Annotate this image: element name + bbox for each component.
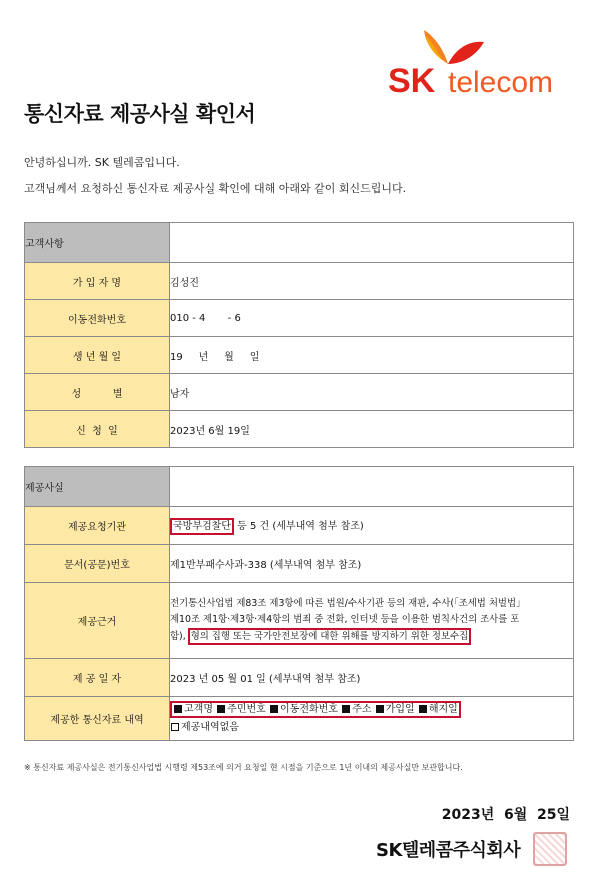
label-legal-basis: 제공근거 — [25, 583, 170, 659]
logo-sk-text: SK — [388, 62, 436, 100]
item-customer-name: 고객명 — [184, 703, 213, 715]
provision-table — [24, 466, 574, 741]
label-mobile-number: 이동전화번호 — [25, 300, 170, 337]
checked-box-icon — [174, 705, 182, 713]
value-application-date: 2023년 6월 19일 — [170, 411, 574, 448]
basis-line-2: 제10조 제1항·제3항·제4항의 범죄 중 전화, 인터넷 등을 이용한 범칙사건의 조사를 포 — [170, 614, 520, 625]
logo-telecom-text: telecom — [448, 66, 554, 99]
company-seal-stamp — [533, 832, 567, 866]
unchecked-box-icon — [171, 723, 179, 731]
value-birth-date: 19 년 월 일 — [170, 337, 574, 374]
label-birth-date: 생 년 월 일 — [25, 337, 170, 374]
greeting-line-2: 고객님께서 요청하신 통신자료 제공사실 확인에 대해 아래와 같이 회신드립니다. — [24, 182, 407, 195]
value-provision-date: 2023 년 05 월 01 일 (세부내역 첨부 참조) — [170, 659, 574, 697]
highlight-items-box — [170, 701, 461, 718]
label-requesting-agency: 제공요청기관 — [25, 507, 170, 545]
label-subscriber-name: 가 입 자 명 — [25, 263, 170, 300]
document-title: 통신자료 제공사실 확인서 — [24, 102, 256, 126]
sk-telecom-logo — [386, 26, 576, 106]
provision-section-header: 제공사실 — [25, 467, 170, 507]
item-mobile-number: 이동전화번호 — [280, 703, 338, 715]
customer-section-header: 고객사항 — [25, 223, 170, 263]
value-mobile-number: 010 - 4 - 6 — [170, 300, 574, 337]
highlight-basis-box: 형의 집행 또는 국가안전보장에 대한 위해를 방지하기 위한 정보수집 — [188, 628, 471, 645]
agency-count-text: 등 5 건 (세부내역 첨부 참조) — [233, 520, 364, 532]
value-subscriber-name: 김성진 — [170, 263, 574, 300]
highlight-agency-box: 국방부검찰단 — [170, 518, 234, 535]
checked-box-icon — [419, 705, 427, 713]
value-provided-items — [170, 697, 574, 741]
value-document-number: 제1반부패수사과-338 (세부내역 첨부 참조) — [170, 545, 574, 583]
value-legal-basis — [170, 583, 574, 659]
customer-table — [24, 222, 574, 448]
item-no-provision: 제공내역없음 — [181, 721, 239, 733]
checked-box-icon — [270, 705, 278, 713]
checked-box-icon — [217, 705, 225, 713]
item-cancel-date: 해지일 — [428, 703, 458, 715]
item-address: 주소 — [352, 703, 372, 715]
value-gender: 남자 — [170, 374, 574, 411]
issue-date: 2023년 6월 25일 — [441, 807, 570, 823]
retention-footnote: ※ 통신자료 제공사실은 전기통신사업법 시행령 제53조에 의거 요청일 현 시점을 기준으로 1년 이내의 제공사실만 보관합니다. — [24, 763, 463, 772]
label-provision-date: 제 공 일 자 — [25, 659, 170, 697]
value-requesting-agency — [170, 507, 574, 545]
company-name: SK텔레콤주식회사 — [376, 840, 521, 861]
checked-box-icon — [376, 705, 384, 713]
happiness-wing-icon — [424, 30, 484, 64]
checked-box-icon — [342, 705, 350, 713]
greeting-line-1: 안녕하십니까. SK 텔레콤입니다. — [24, 156, 180, 169]
basis-line-3-prefix: 함), — [170, 631, 186, 642]
label-provided-items: 제공한 통신자료 내역 — [25, 697, 170, 741]
item-join-date: 가입일 — [385, 703, 415, 715]
label-application-date: 신 청 일 — [25, 411, 170, 448]
item-resident-number: 주민번호 — [227, 703, 266, 715]
basis-line-1: 전기통신사업법 제83조 제3항에 따른 법원/수사기관 등의 재판, 수사(「조세법 처벌법」 — [170, 598, 526, 609]
label-gender: 성 별 — [25, 374, 170, 411]
label-document-number: 문서(공문)번호 — [25, 545, 170, 583]
